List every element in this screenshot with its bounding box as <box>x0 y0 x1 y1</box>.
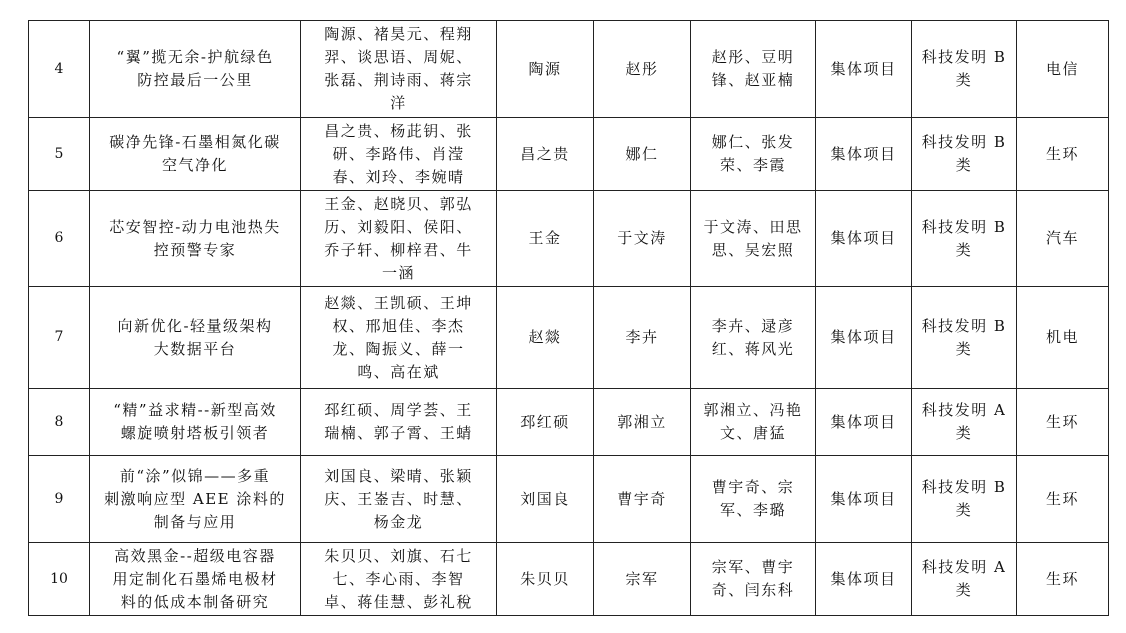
team-members: 朱贝贝、刘旗、石七 七、李心雨、李智 卓、蒋佳慧、彭礼稅 <box>301 543 497 616</box>
project-name: 向新优化-轻量级架构 大数据平台 <box>90 287 301 389</box>
project-name: 前“涂”似锦——多重 刺激响应型 AEE 涂料的 制备与应用 <box>90 456 301 543</box>
project-type: 集体项目 <box>816 543 912 616</box>
team-members: 邳红硕、周学荟、王 瑞楠、郭子霄、王蜻 <box>301 389 497 456</box>
advisor-list: 郭湘立、冯艳 文、唐猛 <box>691 389 816 456</box>
project-name: “翼”揽无余-护航绿色 防控最后一公里 <box>90 21 301 118</box>
project-name: 碳净先锋-石墨相氮化碳 空气净化 <box>90 118 301 191</box>
award-category: 科技发明 B 类 <box>912 21 1017 118</box>
team-leader: 朱贝贝 <box>497 543 594 616</box>
table-row <box>29 456 1109 543</box>
advisor-list: 赵彤、豆明 锋、赵亚楠 <box>691 21 816 118</box>
award-category: 科技发明 B 类 <box>912 191 1017 287</box>
team-leader: 王金 <box>497 191 594 287</box>
team-members: 王金、赵晓贝、郭弘 历、刘毅阳、侯阳、 乔子轩、柳梓君、牛 一涵 <box>301 191 497 287</box>
row-number: 4 <box>29 21 90 118</box>
table-row <box>29 287 1109 389</box>
first-advisor: 娜仁 <box>594 118 691 191</box>
college: 生环 <box>1017 389 1109 456</box>
first-advisor: 郭湘立 <box>594 389 691 456</box>
row-number: 7 <box>29 287 90 389</box>
award-category: 科技发明 A 类 <box>912 543 1017 616</box>
award-category: 科技发明 B 类 <box>912 118 1017 191</box>
advisor-list: 曹宇奇、宗 军、李璐 <box>691 456 816 543</box>
college: 电信 <box>1017 21 1109 118</box>
advisor-list: 于文涛、田思 思、吴宏照 <box>691 191 816 287</box>
first-advisor: 曹宇奇 <box>594 456 691 543</box>
row-number: 10 <box>29 543 90 616</box>
row-number: 9 <box>29 456 90 543</box>
project-type: 集体项目 <box>816 118 912 191</box>
team-leader: 陶源 <box>497 21 594 118</box>
team-members: 赵燚、王凯硕、王坤 权、邢旭佳、李杰 龙、陶振义、薛一 鸣、高在斌 <box>301 287 497 389</box>
college: 生环 <box>1017 456 1109 543</box>
team-leader: 赵燚 <box>497 287 594 389</box>
college: 机电 <box>1017 287 1109 389</box>
college: 汽车 <box>1017 191 1109 287</box>
table-row <box>29 191 1109 287</box>
award-table <box>28 20 1109 616</box>
project-type: 集体项目 <box>816 21 912 118</box>
award-category: 科技发明 B 类 <box>912 287 1017 389</box>
table-row <box>29 543 1109 616</box>
project-name: 芯安智控-动力电池热失 控预警专家 <box>90 191 301 287</box>
first-advisor: 宗军 <box>594 543 691 616</box>
team-members: 陶源、褚昊元、程翔 羿、谈思语、周妮、 张磊、荆诗雨、蒋宗 洋 <box>301 21 497 118</box>
team-leader: 邳红硕 <box>497 389 594 456</box>
project-name: “精”益求精--新型高效 螺旋喷射塔板引领者 <box>90 389 301 456</box>
first-advisor: 李卉 <box>594 287 691 389</box>
team-members: 昌之贵、杨茈钥、张 研、李路伟、肖滢 春、刘玲、李婉晴 <box>301 118 497 191</box>
project-type: 集体项目 <box>816 456 912 543</box>
team-leader: 昌之贵 <box>497 118 594 191</box>
table-row <box>29 389 1109 456</box>
project-type: 集体项目 <box>816 389 912 456</box>
row-number: 6 <box>29 191 90 287</box>
first-advisor: 赵彤 <box>594 21 691 118</box>
team-leader: 刘国良 <box>497 456 594 543</box>
project-type: 集体项目 <box>816 287 912 389</box>
row-number: 8 <box>29 389 90 456</box>
first-advisor: 于文涛 <box>594 191 691 287</box>
advisor-list: 李卉、逯彦 红、蒋风光 <box>691 287 816 389</box>
college: 生环 <box>1017 543 1109 616</box>
table-row <box>29 21 1109 118</box>
team-members: 刘国良、梁晴、张颖 庆、王崟吉、时慧、 杨金龙 <box>301 456 497 543</box>
advisor-list: 娜仁、张发 荣、李霞 <box>691 118 816 191</box>
college: 生环 <box>1017 118 1109 191</box>
row-number: 5 <box>29 118 90 191</box>
project-name: 高效黑金--超级电容器 用定制化石墨烯电极材 料的低成本制备研究 <box>90 543 301 616</box>
advisor-list: 宗军、曹宇 奇、闫东科 <box>691 543 816 616</box>
award-category: 科技发明 A 类 <box>912 389 1017 456</box>
project-type: 集体项目 <box>816 191 912 287</box>
table-row <box>29 118 1109 191</box>
award-category: 科技发明 B 类 <box>912 456 1017 543</box>
